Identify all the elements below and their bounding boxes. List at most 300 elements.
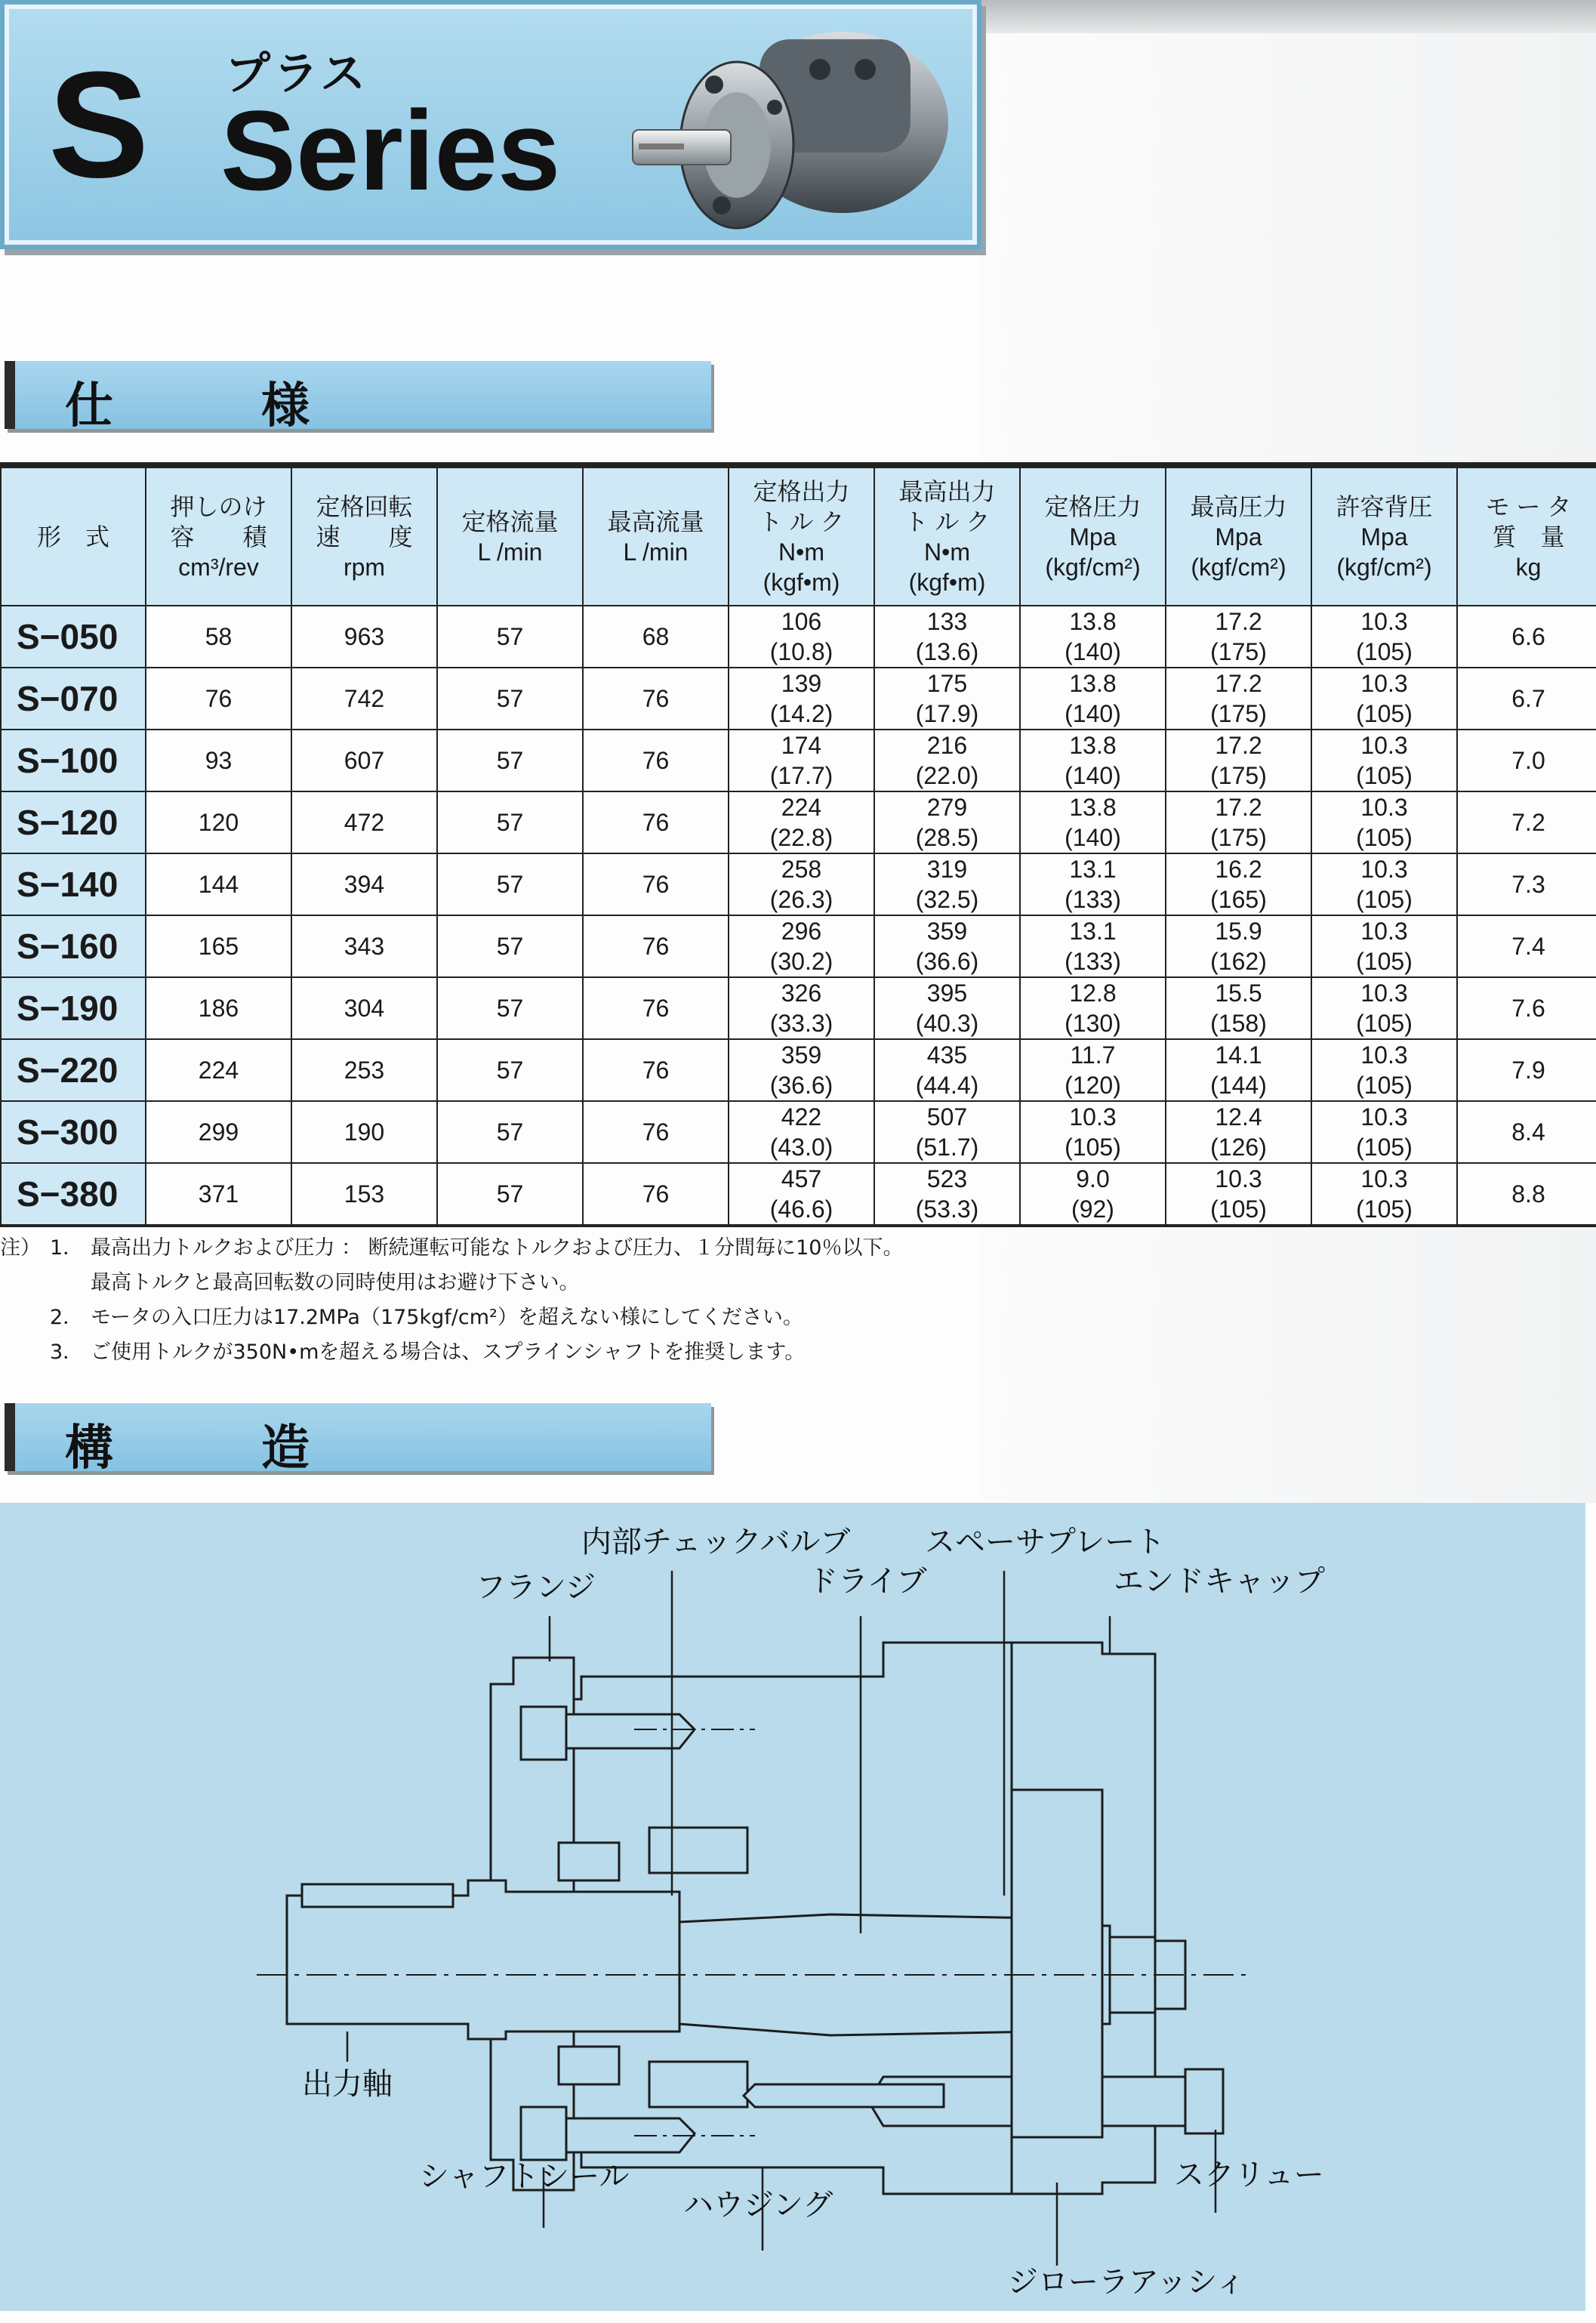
spec-value-max-torque: 279 xyxy=(926,794,968,821)
spec-value-max-p: 14.1 xyxy=(1215,1041,1262,1069)
spec-value-back-p: 10.3 xyxy=(1360,670,1408,697)
spec-value-rated-torque: 326 xyxy=(781,979,822,1007)
spec-header-line: (kgf/cm²) xyxy=(1336,553,1432,581)
spec-value-max-p-kgf: (175) xyxy=(1210,638,1267,665)
spec-header-line: 許容背圧 xyxy=(1336,492,1433,520)
spec-header-cell xyxy=(1,465,146,606)
spec-cell-back-p xyxy=(1311,606,1457,668)
spec-cell-disp: 165 xyxy=(146,915,291,977)
spec-header-line: 速 度 xyxy=(316,523,413,551)
spec-value-back-p-kgf: (105) xyxy=(1356,1010,1413,1037)
spec-value-rated-torque-kgf: (10.8) xyxy=(769,638,833,665)
spec-value-max-p-kgf: (158) xyxy=(1210,1010,1267,1037)
spec-value-max-torque-kgf: (28.5) xyxy=(915,824,979,851)
table-row xyxy=(1,915,1596,977)
structure-diagram xyxy=(0,1503,1585,2311)
spec-value-back-p-kgf: (105) xyxy=(1356,1072,1413,1099)
spec-header-line: 定格圧力 xyxy=(1044,492,1142,520)
spec-value-back-p: 10.3 xyxy=(1360,794,1408,821)
spec-value-back-p: 10.3 xyxy=(1360,732,1408,759)
spec-cell-mass: 8.8 xyxy=(1457,1163,1596,1226)
spec-header-cell xyxy=(437,465,583,606)
spec-value-rated-torque-kgf: (26.3) xyxy=(769,886,833,913)
spec-value-max-torque-kgf: (32.5) xyxy=(915,886,979,913)
table-row xyxy=(1,1039,1596,1101)
spec-header-line: (kgf•m) xyxy=(908,568,986,596)
table-row xyxy=(1,668,1596,730)
spec-value-max-torque: 175 xyxy=(926,670,968,697)
spec-value-max-torque: 133 xyxy=(926,608,968,635)
spec-cell-rated-torque xyxy=(729,606,874,668)
spec-cell-mass: 7.3 xyxy=(1457,853,1596,915)
series-title: Series xyxy=(220,87,561,214)
spec-header-cell xyxy=(729,465,874,606)
spec-value-back-p: 10.3 xyxy=(1360,608,1408,635)
spec-cell-max-p xyxy=(1166,606,1311,668)
spec-header-cell xyxy=(1457,465,1596,606)
spec-cell-back-p xyxy=(1311,730,1457,791)
spec-cell-disp: 371 xyxy=(146,1163,291,1226)
spec-value-max-p: 15.5 xyxy=(1215,979,1262,1007)
spec-value-rated-p-kgf: (92) xyxy=(1071,1195,1114,1223)
spec-value-rated-p: 13.8 xyxy=(1069,794,1117,821)
spec-value-max-torque-kgf: (13.6) xyxy=(915,638,979,665)
spec-value-max-p: 17.2 xyxy=(1215,608,1262,635)
spec-cell-speed: 253 xyxy=(291,1039,437,1101)
spec-cell-mass: 7.6 xyxy=(1457,977,1596,1039)
spec-cell-mass: 6.6 xyxy=(1457,606,1596,668)
spec-cell-disp: 120 xyxy=(146,791,291,853)
spec-cell-mass: 7.4 xyxy=(1457,915,1596,977)
spec-value-rated-p-kgf: (133) xyxy=(1065,948,1121,975)
spec-header-line: (kgf/cm²) xyxy=(1045,553,1141,581)
spec-cell-max-p xyxy=(1166,977,1311,1039)
spec-cell-max-torque xyxy=(874,730,1020,791)
spec-value-max-p: 15.9 xyxy=(1215,918,1262,945)
spec-header-cell xyxy=(146,465,291,606)
table-row xyxy=(1,791,1596,853)
spec-cell-disp: 58 xyxy=(146,606,291,668)
spec-value-rated-p-kgf: (130) xyxy=(1065,1010,1121,1037)
spec-cell-speed: 607 xyxy=(291,730,437,791)
spec-value-max-torque-kgf: (17.9) xyxy=(915,700,979,727)
spec-cell-rated-flow: 57 xyxy=(437,915,583,977)
spec-value-max-p: 17.2 xyxy=(1215,732,1262,759)
spec-cell-speed: 394 xyxy=(291,853,437,915)
spec-cell-rated-flow: 57 xyxy=(437,791,583,853)
spec-header-line: N•m xyxy=(924,538,970,566)
structure-title-char-2: 造 xyxy=(261,1421,310,1476)
spec-value-max-p-kgf: (162) xyxy=(1210,948,1267,975)
spec-cell-max-torque xyxy=(874,915,1020,977)
spec-value-max-p-kgf: (175) xyxy=(1210,762,1267,789)
model-cell: S−380 xyxy=(1,1163,146,1226)
spec-header-line: Mpa xyxy=(1360,523,1408,551)
note-text: ご使用トルクが350N•mを超える場合は、スプラインシャフトを推奨します。 xyxy=(91,1340,806,1364)
spec-value-back-p: 10.3 xyxy=(1360,918,1408,945)
spec-cell-mass: 6.7 xyxy=(1457,668,1596,730)
spec-value-rated-torque: 139 xyxy=(781,670,822,697)
motor-photo-icon xyxy=(624,17,956,243)
spec-header-row xyxy=(1,465,1596,606)
spec-cell-disp: 93 xyxy=(146,730,291,791)
spec-cell-rated-torque xyxy=(729,853,874,915)
note-row xyxy=(0,1300,981,1335)
spec-header-line: L /min xyxy=(623,538,689,566)
spec-cell-disp: 76 xyxy=(146,668,291,730)
top-gray-strip xyxy=(981,0,1596,33)
spec-header-cell xyxy=(1166,465,1311,606)
spec-header-line: 質 量 xyxy=(1492,523,1565,551)
spec-cell-mass: 7.0 xyxy=(1457,730,1596,791)
spec-value-back-p-kgf: (105) xyxy=(1356,824,1413,851)
spec-value-max-torque: 359 xyxy=(926,918,968,945)
spec-header-cell xyxy=(1020,465,1166,606)
spec-value-max-torque: 216 xyxy=(926,732,968,759)
label-gerotor-assy: ジローラアッシィ xyxy=(1008,2265,1246,2300)
model-cell: S−160 xyxy=(1,915,146,977)
spec-cell-max-p xyxy=(1166,668,1311,730)
spec-cell-rated-flow: 57 xyxy=(437,1039,583,1101)
spec-value-max-p: 17.2 xyxy=(1215,794,1262,821)
spec-cell-speed: 304 xyxy=(291,977,437,1039)
spec-header-line: 容 積 xyxy=(170,523,267,551)
spec-value-max-p-kgf: (175) xyxy=(1210,700,1267,727)
note-text: モータの入口圧力は17.2MPa（175kgf/cm²）を超えない様にしてください。 xyxy=(91,1306,803,1329)
spec-value-max-torque: 523 xyxy=(926,1165,968,1192)
model-cell: S−120 xyxy=(1,791,146,853)
spec-cell-max-flow: 76 xyxy=(583,791,729,853)
spec-value-rated-torque-kgf: (17.7) xyxy=(769,762,833,789)
spec-cell-back-p xyxy=(1311,915,1457,977)
spec-cell-back-p xyxy=(1311,977,1457,1039)
spec-cell-speed: 190 xyxy=(291,1101,437,1163)
spec-header-line: 定格出力 xyxy=(753,477,850,505)
spec-cell-rated-p xyxy=(1020,977,1166,1039)
spec-cell-rated-flow: 57 xyxy=(437,730,583,791)
spec-header-line: 最高流量 xyxy=(607,507,704,535)
spec-value-max-p-kgf: (165) xyxy=(1210,886,1267,913)
spec-cell-rated-p xyxy=(1020,1101,1166,1163)
spec-value-rated-torque: 457 xyxy=(781,1165,822,1192)
spec-cell-mass: 7.2 xyxy=(1457,791,1596,853)
spec-header-line: rpm xyxy=(343,553,386,581)
spec-value-max-torque-kgf: (53.3) xyxy=(915,1195,979,1223)
spec-cell-disp: 299 xyxy=(146,1101,291,1163)
spec-cell-max-torque xyxy=(874,791,1020,853)
spec-value-rated-p: 10.3 xyxy=(1069,1103,1117,1131)
table-row xyxy=(1,853,1596,915)
spec-value-back-p: 10.3 xyxy=(1360,1103,1408,1131)
spec-value-rated-p: 13.8 xyxy=(1069,670,1117,697)
note-mark: 注） xyxy=(0,1236,41,1260)
spec-table-wrapper xyxy=(0,462,1596,1225)
spec-title-char-1: 仕 xyxy=(65,378,113,434)
spec-cell-rated-flow: 57 xyxy=(437,1163,583,1226)
spec-cell-max-flow: 76 xyxy=(583,853,729,915)
label-end-cap: エンドキャップ xyxy=(1114,1564,1325,1599)
model-cell: S−100 xyxy=(1,730,146,791)
label-drive: ドライブ xyxy=(808,1564,927,1599)
spec-cell-rated-torque xyxy=(729,791,874,853)
spec-cell-max-flow: 76 xyxy=(583,1039,729,1101)
model-cell: S−050 xyxy=(1,606,146,668)
spec-value-rated-p-kgf: (133) xyxy=(1065,886,1121,913)
spec-value-rated-torque: 296 xyxy=(781,918,822,945)
model-cell: S−300 xyxy=(1,1101,146,1163)
spec-cell-max-torque xyxy=(874,1101,1020,1163)
spec-value-max-torque: 507 xyxy=(926,1103,968,1131)
note-row xyxy=(0,1266,981,1300)
spec-header-line: Mpa xyxy=(1069,523,1117,551)
spec-value-rated-p: 13.8 xyxy=(1069,608,1117,635)
series-plus-label: プラス xyxy=(225,48,369,100)
spec-value-rated-torque-kgf: (46.6) xyxy=(769,1195,833,1223)
spec-table-body xyxy=(1,606,1596,1226)
spec-cell-mass: 7.9 xyxy=(1457,1039,1596,1101)
spec-cell-speed: 153 xyxy=(291,1163,437,1226)
spec-cell-max-torque xyxy=(874,1039,1020,1101)
spec-value-rated-p-kgf: (140) xyxy=(1065,762,1121,789)
spec-cell-max-flow: 76 xyxy=(583,915,729,977)
spec-value-rated-torque: 258 xyxy=(781,856,822,883)
spec-cell-rated-torque xyxy=(729,668,874,730)
spec-table xyxy=(0,462,1596,1227)
spec-cell-rated-p xyxy=(1020,915,1166,977)
spec-value-max-p: 16.2 xyxy=(1215,856,1262,883)
structure-section-header xyxy=(5,1403,711,1476)
spec-value-back-p: 10.3 xyxy=(1360,1041,1408,1069)
spec-value-rated-torque: 224 xyxy=(781,794,822,821)
spec-value-rated-p: 9.0 xyxy=(1076,1165,1110,1192)
spec-value-rated-torque: 106 xyxy=(781,608,822,635)
spec-cell-rated-p xyxy=(1020,730,1166,791)
spec-cell-speed: 963 xyxy=(291,606,437,668)
spec-value-rated-p-kgf: (140) xyxy=(1065,700,1121,727)
table-row xyxy=(1,1101,1596,1163)
spec-value-max-p-kgf: (175) xyxy=(1210,824,1267,851)
spec-value-rated-torque: 422 xyxy=(781,1103,822,1131)
spec-value-max-p: 10.3 xyxy=(1215,1165,1262,1192)
spec-header-line: 定格回転 xyxy=(316,492,413,520)
note-row xyxy=(0,1231,981,1266)
spec-cell-max-p xyxy=(1166,791,1311,853)
spec-cell-speed: 742 xyxy=(291,668,437,730)
label-shaft-seal: シャフトシール xyxy=(419,2159,630,2194)
spec-value-back-p-kgf: (105) xyxy=(1356,700,1413,727)
spec-value-rated-torque-kgf: (14.2) xyxy=(769,700,833,727)
label-spacer-plate: スペーサプレート xyxy=(925,1525,1166,1559)
note-number: 3． xyxy=(50,1340,84,1364)
note-text: 最高トルクと最高回転数の同時使用はお避け下さい。 xyxy=(91,1271,580,1294)
spec-value-rated-p: 13.8 xyxy=(1069,732,1117,759)
spec-cell-max-torque xyxy=(874,1163,1020,1226)
spec-cell-rated-p xyxy=(1020,606,1166,668)
spec-header-line: (kgf•m) xyxy=(763,568,840,596)
spec-value-rated-p: 11.7 xyxy=(1070,1041,1116,1069)
spec-cell-max-flow: 76 xyxy=(583,1101,729,1163)
spec-value-max-torque: 395 xyxy=(926,979,968,1007)
spec-header-line: ト ル ク xyxy=(904,507,991,535)
spec-cell-rated-torque xyxy=(729,1039,874,1101)
spec-cell-max-torque xyxy=(874,977,1020,1039)
model-cell: S−070 xyxy=(1,668,146,730)
spec-header-cell xyxy=(1311,465,1457,606)
spec-cell-rated-flow: 57 xyxy=(437,977,583,1039)
series-banner xyxy=(0,0,981,249)
note-text: 最高出力トルクおよび圧力 ： 断続運転可能なトルクおよび圧力、１分間毎に10％以下。 xyxy=(91,1236,904,1260)
spec-value-max-torque: 435 xyxy=(926,1041,968,1069)
spec-value-back-p-kgf: (105) xyxy=(1356,1134,1413,1161)
series-s-letter: S xyxy=(48,41,149,209)
spec-cell-rated-p xyxy=(1020,668,1166,730)
spec-value-rated-p: 13.1 xyxy=(1069,918,1117,945)
spec-cell-rated-torque xyxy=(729,977,874,1039)
spec-header-line: ト ル ク xyxy=(758,507,845,535)
spec-value-rated-torque-kgf: (30.2) xyxy=(769,948,833,975)
spec-value-rated-p-kgf: (120) xyxy=(1065,1072,1121,1099)
spec-header-line: 形 式 xyxy=(36,523,109,551)
spec-value-back-p-kgf: (105) xyxy=(1356,1195,1413,1223)
spec-cell-max-p xyxy=(1166,730,1311,791)
spec-cell-max-p xyxy=(1166,1163,1311,1226)
spec-header-line: cm³/rev xyxy=(178,553,259,581)
spec-cell-max-torque xyxy=(874,668,1020,730)
spec-cell-rated-torque xyxy=(729,1163,874,1226)
spec-cell-back-p xyxy=(1311,853,1457,915)
note-number: 2． xyxy=(50,1306,84,1329)
spec-header-line: N•m xyxy=(778,538,824,566)
spec-header-cell xyxy=(874,465,1020,606)
spec-value-rated-p-kgf: (105) xyxy=(1065,1134,1121,1161)
spec-cell-speed: 472 xyxy=(291,791,437,853)
spec-value-rated-p-kgf: (140) xyxy=(1065,638,1121,665)
spec-cell-max-p xyxy=(1166,1101,1311,1163)
spec-header-line: 最高圧力 xyxy=(1190,492,1287,520)
spec-cell-back-p xyxy=(1311,1163,1457,1226)
spec-cell-max-flow: 76 xyxy=(583,1163,729,1226)
spec-value-back-p: 10.3 xyxy=(1360,1165,1408,1192)
label-flange: フランジ xyxy=(476,1570,596,1605)
spec-value-rated-p: 12.8 xyxy=(1069,979,1117,1007)
spec-value-rated-torque-kgf: (43.0) xyxy=(769,1134,833,1161)
model-cell: S−220 xyxy=(1,1039,146,1101)
spec-header-line: kg xyxy=(1515,553,1542,581)
spec-value-back-p-kgf: (105) xyxy=(1356,948,1413,975)
label-internal-check-valve: 内部チェックバルブ xyxy=(581,1525,851,1559)
spec-cell-rated-flow: 57 xyxy=(437,606,583,668)
note-row xyxy=(0,1335,981,1370)
spec-cell-speed: 343 xyxy=(291,915,437,977)
spec-cell-rated-p xyxy=(1020,1039,1166,1101)
spec-value-rated-torque-kgf: (36.6) xyxy=(769,1072,833,1099)
spec-cell-back-p xyxy=(1311,791,1457,853)
spec-value-max-torque-kgf: (36.6) xyxy=(915,948,979,975)
spec-cell-disp: 144 xyxy=(146,853,291,915)
label-housing: ハウジング xyxy=(683,2188,833,2223)
spec-value-rated-torque-kgf: (22.8) xyxy=(769,824,833,851)
label-output-shaft: 出力軸 xyxy=(302,2067,393,2102)
spec-header-line: 定格流量 xyxy=(461,507,559,535)
spec-cell-max-flow: 76 xyxy=(583,668,729,730)
notes-block xyxy=(0,1231,981,1370)
spec-value-rated-torque: 359 xyxy=(781,1041,822,1069)
spec-header-line: モ ー タ xyxy=(1485,492,1572,520)
model-cell: S−140 xyxy=(1,853,146,915)
spec-cell-max-flow: 76 xyxy=(583,730,729,791)
table-row xyxy=(1,1163,1596,1226)
spec-title-char-2: 様 xyxy=(261,378,310,434)
spec-cell-rated-flow: 57 xyxy=(437,668,583,730)
spec-cell-back-p xyxy=(1311,668,1457,730)
spec-header-line: L /min xyxy=(477,538,543,566)
spec-section-header xyxy=(5,361,711,434)
spec-value-back-p: 10.3 xyxy=(1360,856,1408,883)
spec-value-rated-p: 13.1 xyxy=(1069,856,1117,883)
spec-cell-back-p xyxy=(1311,1101,1457,1163)
spec-cell-max-p xyxy=(1166,1039,1311,1101)
model-cell: S−190 xyxy=(1,977,146,1039)
spec-header-cell xyxy=(291,465,437,606)
note-number: 1． xyxy=(50,1236,84,1260)
spec-value-back-p-kgf: (105) xyxy=(1356,638,1413,665)
spec-value-max-torque: 319 xyxy=(926,856,968,883)
spec-value-rated-torque-kgf: (33.3) xyxy=(769,1010,833,1037)
spec-value-back-p-kgf: (105) xyxy=(1356,886,1413,913)
spec-header-line: Mpa xyxy=(1215,523,1262,551)
spec-value-rated-torque: 174 xyxy=(781,732,822,759)
spec-cell-rated-torque xyxy=(729,1101,874,1163)
spec-header-line: (kgf/cm²) xyxy=(1191,553,1286,581)
spec-value-max-torque-kgf: (44.4) xyxy=(915,1072,979,1099)
label-screw: スクリュー xyxy=(1174,2158,1324,2192)
spec-header-cell xyxy=(583,465,729,606)
spec-value-max-p: 17.2 xyxy=(1215,670,1262,697)
spec-cell-max-flow: 76 xyxy=(583,977,729,1039)
spec-cell-max-flow: 68 xyxy=(583,606,729,668)
spec-cell-rated-torque xyxy=(729,915,874,977)
spec-value-max-torque-kgf: (40.3) xyxy=(915,1010,979,1037)
spec-header-line: 最高出力 xyxy=(898,477,996,505)
spec-value-max-p-kgf: (105) xyxy=(1210,1195,1267,1223)
spec-cell-max-torque xyxy=(874,606,1020,668)
spec-value-back-p: 10.3 xyxy=(1360,979,1408,1007)
spec-value-max-p-kgf: (144) xyxy=(1210,1072,1267,1099)
spec-cell-mass: 8.4 xyxy=(1457,1101,1596,1163)
spec-cell-disp: 186 xyxy=(146,977,291,1039)
spec-value-max-p-kgf: (126) xyxy=(1210,1134,1267,1161)
spec-cell-rated-p xyxy=(1020,853,1166,915)
spec-value-max-torque-kgf: (22.0) xyxy=(915,762,979,789)
spec-value-max-torque-kgf: (51.7) xyxy=(915,1134,979,1161)
spec-cell-rated-p xyxy=(1020,1163,1166,1226)
spec-value-back-p-kgf: (105) xyxy=(1356,762,1413,789)
table-row xyxy=(1,730,1596,791)
spec-cell-max-p xyxy=(1166,853,1311,915)
structure-title-char-1: 構 xyxy=(65,1421,113,1476)
spec-header-line: 押しのけ xyxy=(170,492,267,520)
spec-cell-max-p xyxy=(1166,915,1311,977)
spec-cell-max-torque xyxy=(874,853,1020,915)
table-row xyxy=(1,977,1596,1039)
spec-cell-rated-torque xyxy=(729,730,874,791)
spec-cell-rated-flow: 57 xyxy=(437,1101,583,1163)
spec-cell-rated-p xyxy=(1020,791,1166,853)
spec-value-rated-p-kgf: (140) xyxy=(1065,824,1121,851)
table-row xyxy=(1,606,1596,668)
spec-cell-rated-flow: 57 xyxy=(437,853,583,915)
spec-cell-disp: 224 xyxy=(146,1039,291,1101)
